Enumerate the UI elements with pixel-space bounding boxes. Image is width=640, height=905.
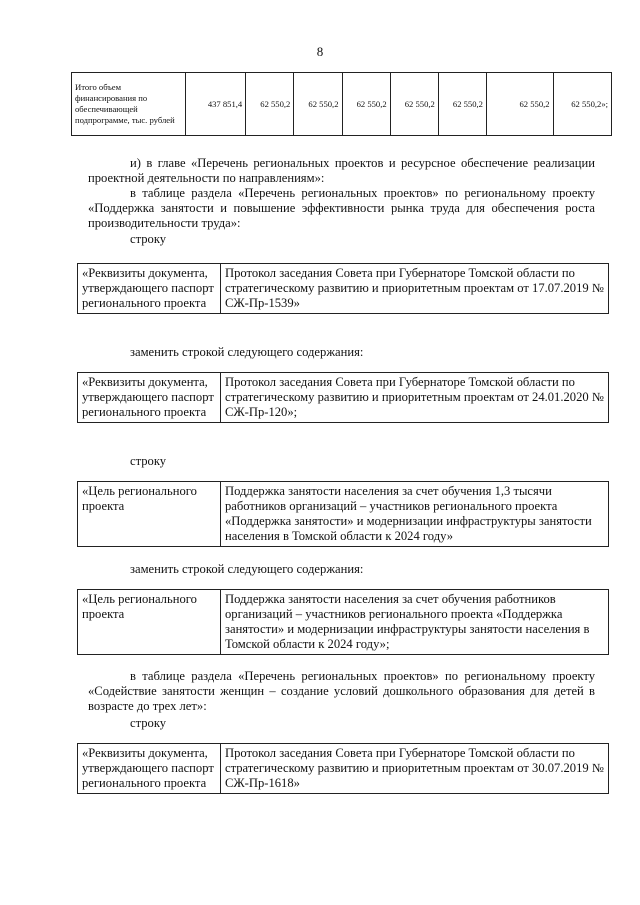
paragraph-replace: заменить строкой следующего содержания: bbox=[130, 562, 364, 576]
financing-value: 62 550,2 bbox=[390, 73, 438, 136]
table-row bbox=[78, 744, 609, 794]
financing-value: 62 550,2»; bbox=[553, 73, 611, 136]
paragraph-table-women: в таблице раздела «Перечень региональных проектов» по региональному проекту «Содействие занятости женщин – создание условий дошкольного образования для детей в возрасте до трех лет»: bbox=[88, 669, 595, 713]
table-row bbox=[78, 482, 609, 547]
financing-value: 62 550,2 bbox=[438, 73, 486, 136]
paragraph-table-employment: в таблице раздела «Перечень региональных проектов» по региональному проекту «Поддержка занятости и повышение эффективности рынка труда для обеспечения роста производительности труда»: bbox=[88, 186, 595, 230]
paragraph-stroku: строку bbox=[130, 454, 167, 468]
financing-value: 62 550,2 bbox=[342, 73, 390, 136]
table-row bbox=[78, 264, 609, 314]
page-number: 8 bbox=[316, 44, 324, 59]
requisites-label: «Реквизиты документа, утверждающего паспорт регионального проекта bbox=[78, 264, 221, 314]
financing-value: 62 550,2 bbox=[246, 73, 294, 136]
financing-label: Итого объем финансирования по обеспечивающей подпрограмме, тыс. рублей bbox=[72, 73, 186, 136]
financing-value: 437 851,4 bbox=[185, 73, 245, 136]
old-goal-table bbox=[77, 481, 609, 547]
new-goal-table bbox=[77, 589, 609, 655]
requisites-value: Протокол заседания Совета при Губернаторе Томской области по стратегическому развитию и приоритетным проектам от 17.07.2019 № СЖ-Пр-1539» bbox=[221, 264, 609, 314]
paragraph-stroku: строку bbox=[130, 716, 167, 730]
table-row bbox=[72, 73, 612, 136]
requisites-label: «Реквизиты документа, утверждающего паспорт регионального проекта bbox=[78, 373, 221, 423]
table-row bbox=[78, 590, 609, 655]
paragraph-stroku: строку bbox=[130, 232, 167, 246]
goal-label: «Цель регионального проекта bbox=[78, 590, 221, 655]
goal-label: «Цель регионального проекта bbox=[78, 482, 221, 547]
financing-value: 62 550,2 bbox=[486, 73, 553, 136]
goal-value: Поддержка занятости населения за счет обучения работников организаций – участников регионального проекта «Поддержка занятости» и модернизации инфраструктуры занятости населения в Томской области к 2024 году»; bbox=[221, 590, 609, 655]
requisites-value: Протокол заседания Совета при Губернаторе Томской области по стратегическому развитию и приоритетным проектам от 24.01.2020 № СЖ-Пр-120»; bbox=[221, 373, 609, 423]
table-row bbox=[78, 373, 609, 423]
requisites-value: Протокол заседания Совета при Губернаторе Томской области по стратегическому развитию и приоритетным проектам от 30.07.2019 № СЖ-Пр-1618» bbox=[221, 744, 609, 794]
requisites-table-women bbox=[77, 743, 609, 794]
goal-value: Поддержка занятости населения за счет обучения 1,3 тысячи работников организаций – участников регионального проекта «Поддержка занятости» и модернизации инфраструктуры занятости населения в Томской области к 2024 году» bbox=[221, 482, 609, 547]
old-requisites-table bbox=[77, 263, 609, 314]
requisites-label: «Реквизиты документа, утверждающего паспорт регионального проекта bbox=[78, 744, 221, 794]
financing-table bbox=[71, 72, 612, 136]
paragraph-replace: заменить строкой следующего содержания: bbox=[130, 345, 364, 359]
new-requisites-table bbox=[77, 372, 609, 423]
paragraph-chapter: и) в главе «Перечень региональных проектов и ресурсное обеспечение реализации проектной деятельности по направлениям»: bbox=[88, 156, 595, 185]
financing-value: 62 550,2 bbox=[294, 73, 342, 136]
